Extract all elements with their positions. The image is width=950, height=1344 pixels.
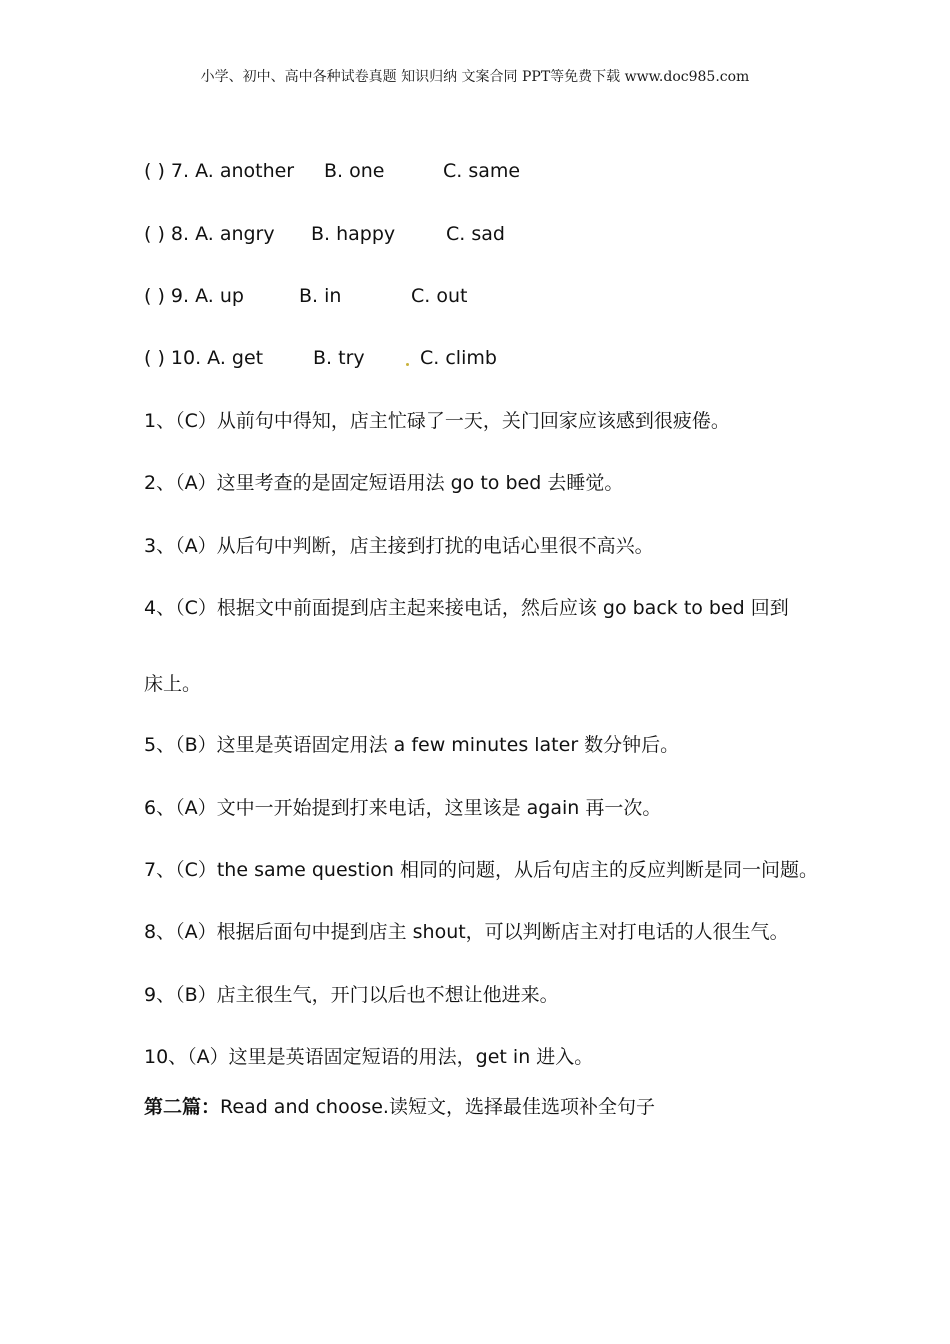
question-10-a: ( ) 10. A. get <box>144 347 264 369</box>
answer-3: 3、（A）从后句中判断，店主接到打扰的电话心里很不高兴。 <box>144 535 654 557</box>
question-8-a: ( ) 8. A. angry <box>144 223 275 245</box>
question-9-a: ( ) 9. A. up <box>144 285 244 307</box>
page-header: 小学、初中、高中各种试卷真题 知识归纳 文案合同 PPT等免费下载 www.doc985.com <box>200 69 750 85</box>
question-7-c: C. same <box>443 160 521 182</box>
answer-1: 1、（C）从前句中得知，店主忙碌了一天，关门回家应该感到很疲倦。 <box>144 410 730 432</box>
answer-4-continued: 床上。 <box>144 673 202 695</box>
question-9-c: C. out <box>411 285 468 307</box>
answer-9: 9、（B）店主很生气，开门以后也不想让他进来。 <box>144 984 559 1006</box>
stray-dot <box>406 363 409 366</box>
answer-2: 2、（A）这里考查的是固定短语用法 go to bed 去睡觉。 <box>144 472 624 494</box>
answer-4: 4、（C）根据文中前面提到店主起来接电话，然后应该 go back to bed 回到 <box>144 597 789 619</box>
section-label: 第二篇： <box>144 1096 221 1118</box>
answer-8: 8、（A）根据后面句中提到店主 shout，可以判断店主对打电话的人很生气。 <box>144 921 789 943</box>
question-8-b: B. happy <box>311 223 396 245</box>
question-9-b: B. in <box>299 285 342 307</box>
question-7-b: B. one <box>324 160 385 182</box>
question-10-b: B. try <box>313 347 365 369</box>
question-7-a: ( ) 7. A. another <box>144 160 295 182</box>
answer-7: 7、（C）the same question 相同的问题，从后句店主的反应判断是同一问题。 <box>144 859 818 881</box>
question-10-c: C. climb <box>420 347 497 369</box>
question-8-c: C. sad <box>446 223 505 245</box>
answer-5: 5、（B）这里是英语固定用法 a few minutes later 数分钟后。 <box>144 734 680 756</box>
answer-6: 6、（A）文中一开始提到打来电话，这里该是 again 再一次。 <box>144 797 662 819</box>
answer-10: 10、（A）这里是英语固定短语的用法，get in 进入。 <box>144 1046 594 1068</box>
section-text: Read and choose.读短文，选择最佳选项补全句子 <box>220 1096 655 1118</box>
section-heading <box>144 1095 655 1119</box>
